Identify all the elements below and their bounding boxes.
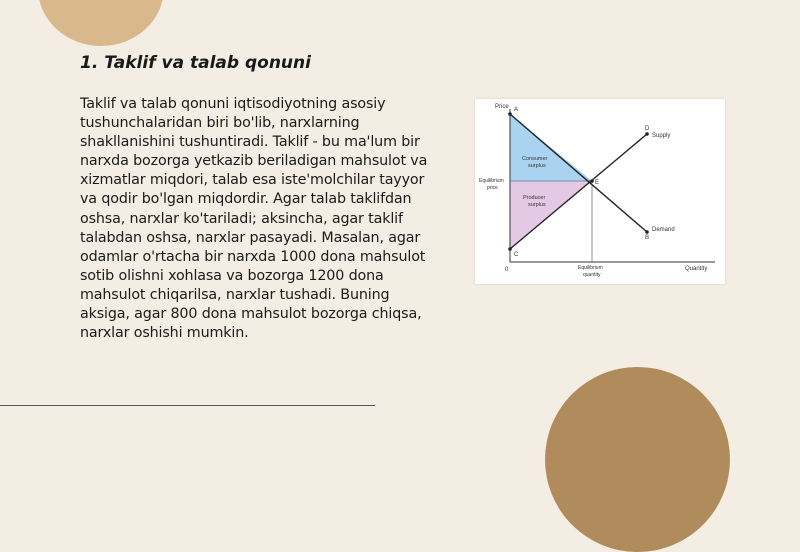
equilibrium-quantity-label-1: Equilibrium xyxy=(578,265,603,271)
consumer-surplus-label-1: Consumer xyxy=(522,156,548,162)
demand-label: Demand xyxy=(652,227,675,233)
slide-title: 1. Taklif va talab qonuni xyxy=(80,53,311,73)
point-d-label: D xyxy=(645,126,650,132)
consumer-surplus-label-2: surplus xyxy=(528,163,546,169)
supply-label: Supply xyxy=(652,133,671,139)
point-b-label: B xyxy=(645,235,650,241)
point-b-marker xyxy=(645,230,649,234)
origin-label: 0 xyxy=(505,267,509,273)
equilibrium-price-label-2: price xyxy=(487,185,498,191)
point-e-label: E xyxy=(595,180,600,186)
point-d-marker xyxy=(645,132,649,136)
producer-surplus-label-1: Producer xyxy=(523,195,546,201)
decorative-circle-bottom xyxy=(545,367,730,552)
point-c-label: C xyxy=(514,252,519,258)
point-e-marker xyxy=(590,179,594,183)
point-c-marker xyxy=(508,247,512,251)
slide-body-text: Taklif va talab qonuni iqtisodiyotning asosiy tushunchalaridan biri bo'lib, narxlarning shakllanishini tushuntiradi. Taklif - bu ma'lum bir narxda bozorga yetkazib beriladigan mahsulot va xizmatlar miqdori, talab esa iste'molchilar tayyor va qodir bo'lgan miqdordir. Agar talab taklifdan oshsa, narxlar ko'tariladi; aksincha, agar taklif talabdan oshsa, narxlar pasayadi. Masalan, agar odamlar o'rtacha bir narxda 1000 dona mahsulot sotib olishni xohlasa va bozorga 1200 dona mahsulot chiqarilsa, narxlar tushadi. Buning aksiga, agar 800 dona mahsulot bozorga chiqsa, narxlar oshishi mumkin. xyxy=(80,96,428,342)
point-a-label: A xyxy=(514,107,519,113)
decorative-circle-top xyxy=(38,0,164,46)
y-axis-label: Price xyxy=(495,104,509,110)
x-axis-label: Quantity xyxy=(685,266,708,272)
producer-surplus-label-2: surplus xyxy=(528,202,546,208)
divider-line xyxy=(0,405,375,406)
point-a-marker xyxy=(508,112,512,116)
equilibrium-price-label-1: Equilibrium xyxy=(479,178,504,184)
equilibrium-quantity-label-2: quantity xyxy=(583,272,601,278)
supply-demand-diagram xyxy=(475,99,725,284)
